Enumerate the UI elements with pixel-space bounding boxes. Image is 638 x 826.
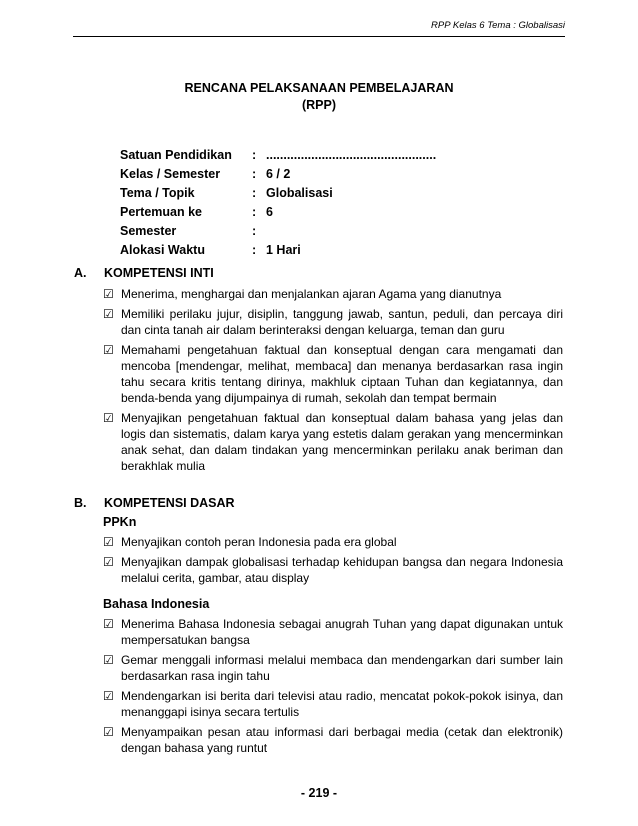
identity-value: ................................................. xyxy=(266,148,437,162)
checked-box-icon: ☑ xyxy=(103,617,114,631)
checked-box-icon: ☑ xyxy=(103,287,114,301)
identity-value: Globalisasi xyxy=(266,186,333,200)
section-title: KOMPETENSI INTI xyxy=(104,266,214,280)
list-item-text: Memiliki perilaku jujur, disiplin, tanggung jawab, santun, peduli, dan percaya diri dan cinta tanah air dalam berinteraksi dengan keluarga, teman dan guru xyxy=(121,307,563,337)
section-b-heading xyxy=(74,496,235,510)
list-item xyxy=(103,410,563,474)
identity-value: 6 xyxy=(266,205,273,219)
list-item xyxy=(103,688,563,720)
identity-table xyxy=(120,146,436,260)
section-letter: A. xyxy=(74,266,87,280)
checked-box-icon: ☑ xyxy=(103,653,114,667)
checked-box-icon: ☑ xyxy=(103,307,114,321)
section-title: KOMPETENSI DASAR xyxy=(104,496,235,510)
title-line-1: RENCANA PELAKSANAAN PEMBELAJARAN xyxy=(184,81,454,95)
checked-box-icon: ☑ xyxy=(103,725,114,739)
identity-row xyxy=(120,222,436,241)
checked-box-icon: ☑ xyxy=(103,343,114,357)
list-item-text: Memahami pengetahuan faktual dan konseptual dengan cara mengamati dan mencoba [mendengar, melihat, membaca] dan menanya berdasarkan rasa ingin tahu secara kritis tentang dirinya, makhluk ciptaan Tuhan dan kegiatannya, dan benda-benda yang dijumpainya di rumah, sekolah dan tempat bermain xyxy=(121,343,563,405)
list-item-text: Menerima, menghargai dan menjalankan ajaran Agama yang dianutnya xyxy=(121,287,502,301)
identity-value: 6 / 2 xyxy=(266,167,291,181)
identity-colon: : xyxy=(252,243,257,257)
list-item-text: Menyampaikan pesan atau informasi dari berbagai media (cetak dan elektronik) dengan bahasa yang runtut xyxy=(121,725,563,755)
list-item xyxy=(103,616,563,648)
checked-box-icon: ☑ xyxy=(103,411,114,425)
list-item xyxy=(103,652,563,684)
identity-colon: : xyxy=(252,205,257,219)
title-line-2: (RPP) xyxy=(301,98,337,112)
identity-row xyxy=(120,165,436,184)
subject-heading-bahasa: Bahasa Indonesia xyxy=(103,597,210,611)
page-number: - 219 - xyxy=(300,786,338,800)
list-item xyxy=(103,342,563,406)
checked-box-icon: ☑ xyxy=(103,689,114,703)
identity-colon: : xyxy=(252,167,257,181)
checked-box-icon: ☑ xyxy=(103,555,114,569)
running-header: RPP Kelas 6 Tema : Globalisasi xyxy=(431,20,565,31)
identity-label: Satuan Pendidikan xyxy=(120,148,232,162)
identity-row xyxy=(120,241,436,260)
checked-box-icon: ☑ xyxy=(103,535,114,549)
list-item-text: Mendengarkan isi berita dari televisi atau radio, mencatat pokok-pokok isinya, dan menanggapi isinya secara tertulis xyxy=(121,689,563,719)
document-title xyxy=(0,80,638,114)
identity-colon: : xyxy=(252,224,257,238)
list-item-text: Gemar menggali informasi melalui membaca dan mendengarkan dari sumber lain berdasarkan rasa ingin tahu xyxy=(121,653,563,683)
list-item-text: Menerima Bahasa Indonesia sebagai anugrah Tuhan yang dapat digunakan untuk mempersatukan bangsa xyxy=(121,617,563,647)
list-item xyxy=(103,306,563,338)
list-item xyxy=(103,286,563,302)
identity-row xyxy=(120,184,436,203)
identity-value: 1 Hari xyxy=(266,243,301,257)
list-item-text: Menyajikan pengetahuan faktual dan konseptual dalam bahasa yang jelas dan logis dan sistematis, dalam karya yang estetis dalam gerakan yang mencerminkan anak sehat, dan dalam tindakan yang mencerminkan perilaku anak beriman dan berakhlak mulia xyxy=(121,411,563,473)
identity-colon: : xyxy=(252,148,257,162)
identity-label: Semester xyxy=(120,224,177,238)
kompetensi-inti-list xyxy=(103,286,563,478)
identity-label: Tema / Topik xyxy=(120,186,195,200)
identity-row xyxy=(120,203,436,222)
identity-label: Alokasi Waktu xyxy=(120,243,205,257)
subject-heading-ppkn: PPKn xyxy=(103,515,137,529)
identity-label: Kelas / Semester xyxy=(120,167,221,181)
section-letter: B. xyxy=(74,496,87,510)
list-item xyxy=(103,534,563,550)
header-divider xyxy=(73,36,565,37)
identity-label: Pertemuan ke xyxy=(120,205,202,219)
identity-row xyxy=(120,146,436,165)
list-item-text: Menyajikan dampak globalisasi terhadap kehidupan bangsa dan negara Indonesia melalui cerita, gambar, atau display xyxy=(121,555,563,585)
identity-colon: : xyxy=(252,186,257,200)
list-item xyxy=(103,554,563,586)
section-a-heading xyxy=(74,266,214,280)
kompetensi-dasar-list xyxy=(103,514,563,760)
list-item xyxy=(103,724,563,756)
list-item-text: Menyajikan contoh peran Indonesia pada era global xyxy=(121,535,397,549)
